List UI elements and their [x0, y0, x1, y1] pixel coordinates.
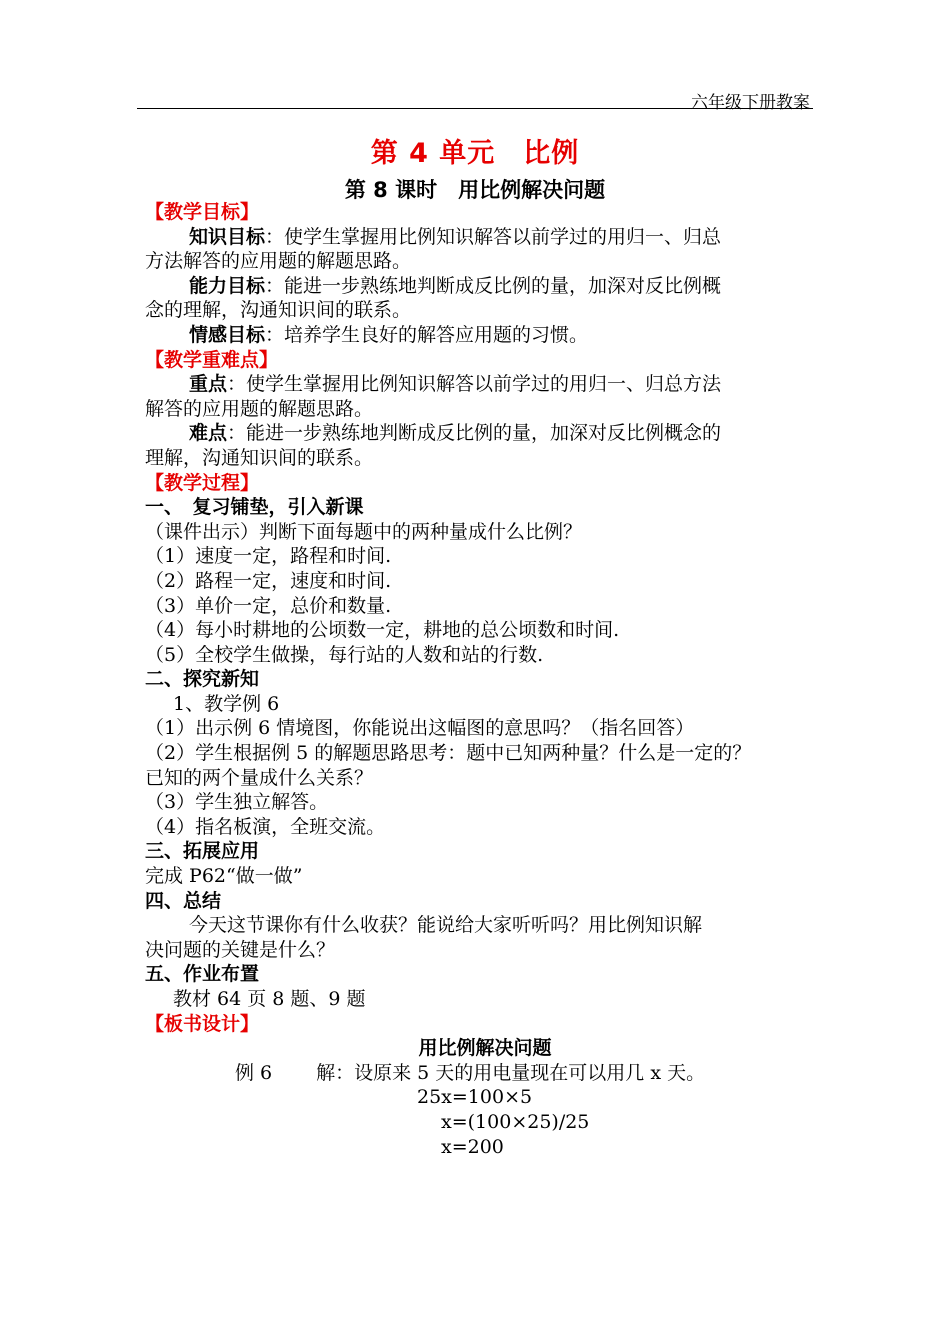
- board-equation-3: x=200: [441, 1135, 504, 1158]
- board-solution: 解：设原来 5 天的用电量现在可以用几 x 天。: [316, 1061, 706, 1084]
- board-example-label: 例 6: [235, 1061, 273, 1084]
- document-body: [145, 200, 825, 1159]
- focus-point-text-1: ：使学生掌握用比例知识解答以前学过的用归一、归总方法: [227, 373, 722, 396]
- step3-text: 完成 P62“做一做”: [145, 865, 303, 888]
- step1-line: （3）单价一定，总价和数量.: [145, 594, 392, 617]
- board-example-row: [145, 1061, 825, 1086]
- step4-text-2: 决问题的关键是什么？: [145, 938, 336, 961]
- knowledge-goal: [145, 225, 825, 250]
- section-key-points-heading: 【教学重难点】: [145, 348, 279, 371]
- focus-point-text-2: 解答的应用题的解题思路。: [145, 397, 374, 420]
- emotion-goal: [145, 323, 825, 348]
- step1-line: （2）路程一定，速度和时间.: [145, 569, 392, 592]
- step1-line: （1）速度一定，路程和时间.: [145, 545, 392, 568]
- section-process-heading: 【教学过程】: [145, 471, 260, 494]
- step1-line: （4）每小时耕地的公顷数一定，耕地的总公顷数和时间.: [145, 619, 620, 642]
- header-rule: [137, 108, 813, 109]
- board-title: 用比例解决问题: [418, 1037, 552, 1060]
- knowledge-goal-text-2: 方法解答的应用题的解题思路。: [145, 250, 412, 273]
- difficulty-point-label: 难点: [189, 422, 228, 445]
- section-board-heading: 【板书设计】: [145, 1012, 260, 1035]
- step1-line: （5）全校学生做操，每行站的人数和站的行数.: [145, 643, 544, 666]
- board-equation-2: x=(100×25)/25: [441, 1110, 590, 1133]
- step2-line: （1）出示例 6 情境图，你能说出这幅图的意思吗？（指名回答）: [145, 717, 695, 740]
- focus-point-label: 重点: [189, 373, 228, 396]
- step2-line: （3）学生独立解答。: [145, 791, 329, 814]
- difficulty-point-text-2: 理解，沟通知识间的联系。: [145, 446, 374, 469]
- unit-title: 第 4 单元 比例: [370, 138, 580, 169]
- step2-line: （2）学生根据例 5 的解题思路思考：题中已知两种量？什么是一定的？: [145, 742, 752, 765]
- emotion-goal-text: ：培养学生良好的解答应用题的习惯。: [265, 323, 589, 346]
- emotion-goal-label: 情感目标: [189, 323, 266, 346]
- board-equation-1: 25x=100×5: [417, 1086, 533, 1109]
- difficulty-point: [145, 421, 825, 446]
- focus-point: [145, 372, 825, 397]
- step4-text-1: 今天这节课你有什么收获？能说给大家听听吗？用比例知识解: [189, 914, 703, 937]
- difficulty-point-text-1: ：能进一步熟练地判断成反比例的量，加深对反比例概念的: [227, 422, 722, 445]
- step2-line: 已知的两个量成什么关系？: [145, 766, 374, 789]
- ability-goal-label: 能力目标: [189, 274, 266, 297]
- ability-goal-text-2: 念的理解，沟通知识间的联系。: [145, 299, 412, 322]
- section-goals-heading: 【教学目标】: [145, 201, 260, 223]
- step5-title: 五、作业布置: [145, 963, 260, 986]
- step1-title: 一、 复习铺垫，引入新课: [145, 496, 364, 519]
- ability-goal-text-1: ：能进一步熟练地判断成反比例的量，加深对反比例概: [265, 274, 722, 297]
- knowledge-goal-text-1: ：使学生掌握用比例知识解答以前学过的用归一、归总: [265, 225, 722, 248]
- lesson-title: 第 8 课时 用比例解决问题: [344, 178, 606, 202]
- step1-line: （课件出示）判断下面每题中的两种量成什么比例？: [145, 520, 583, 543]
- knowledge-goal-label: 知识目标: [189, 225, 266, 248]
- step3-title: 三、拓展应用: [145, 840, 260, 863]
- step2-title: 二、探究新知: [145, 668, 260, 691]
- ability-goal: [145, 274, 825, 299]
- step4-title: 四、总结: [145, 889, 222, 912]
- step2-line: （4）指名板演，全班交流。: [145, 815, 386, 838]
- step5-text: 教材 64 页 8 题、9 题: [173, 988, 366, 1010]
- step2-sub: 1、教学例 6: [173, 692, 280, 715]
- header-text: 六年级下册教案: [691, 93, 810, 113]
